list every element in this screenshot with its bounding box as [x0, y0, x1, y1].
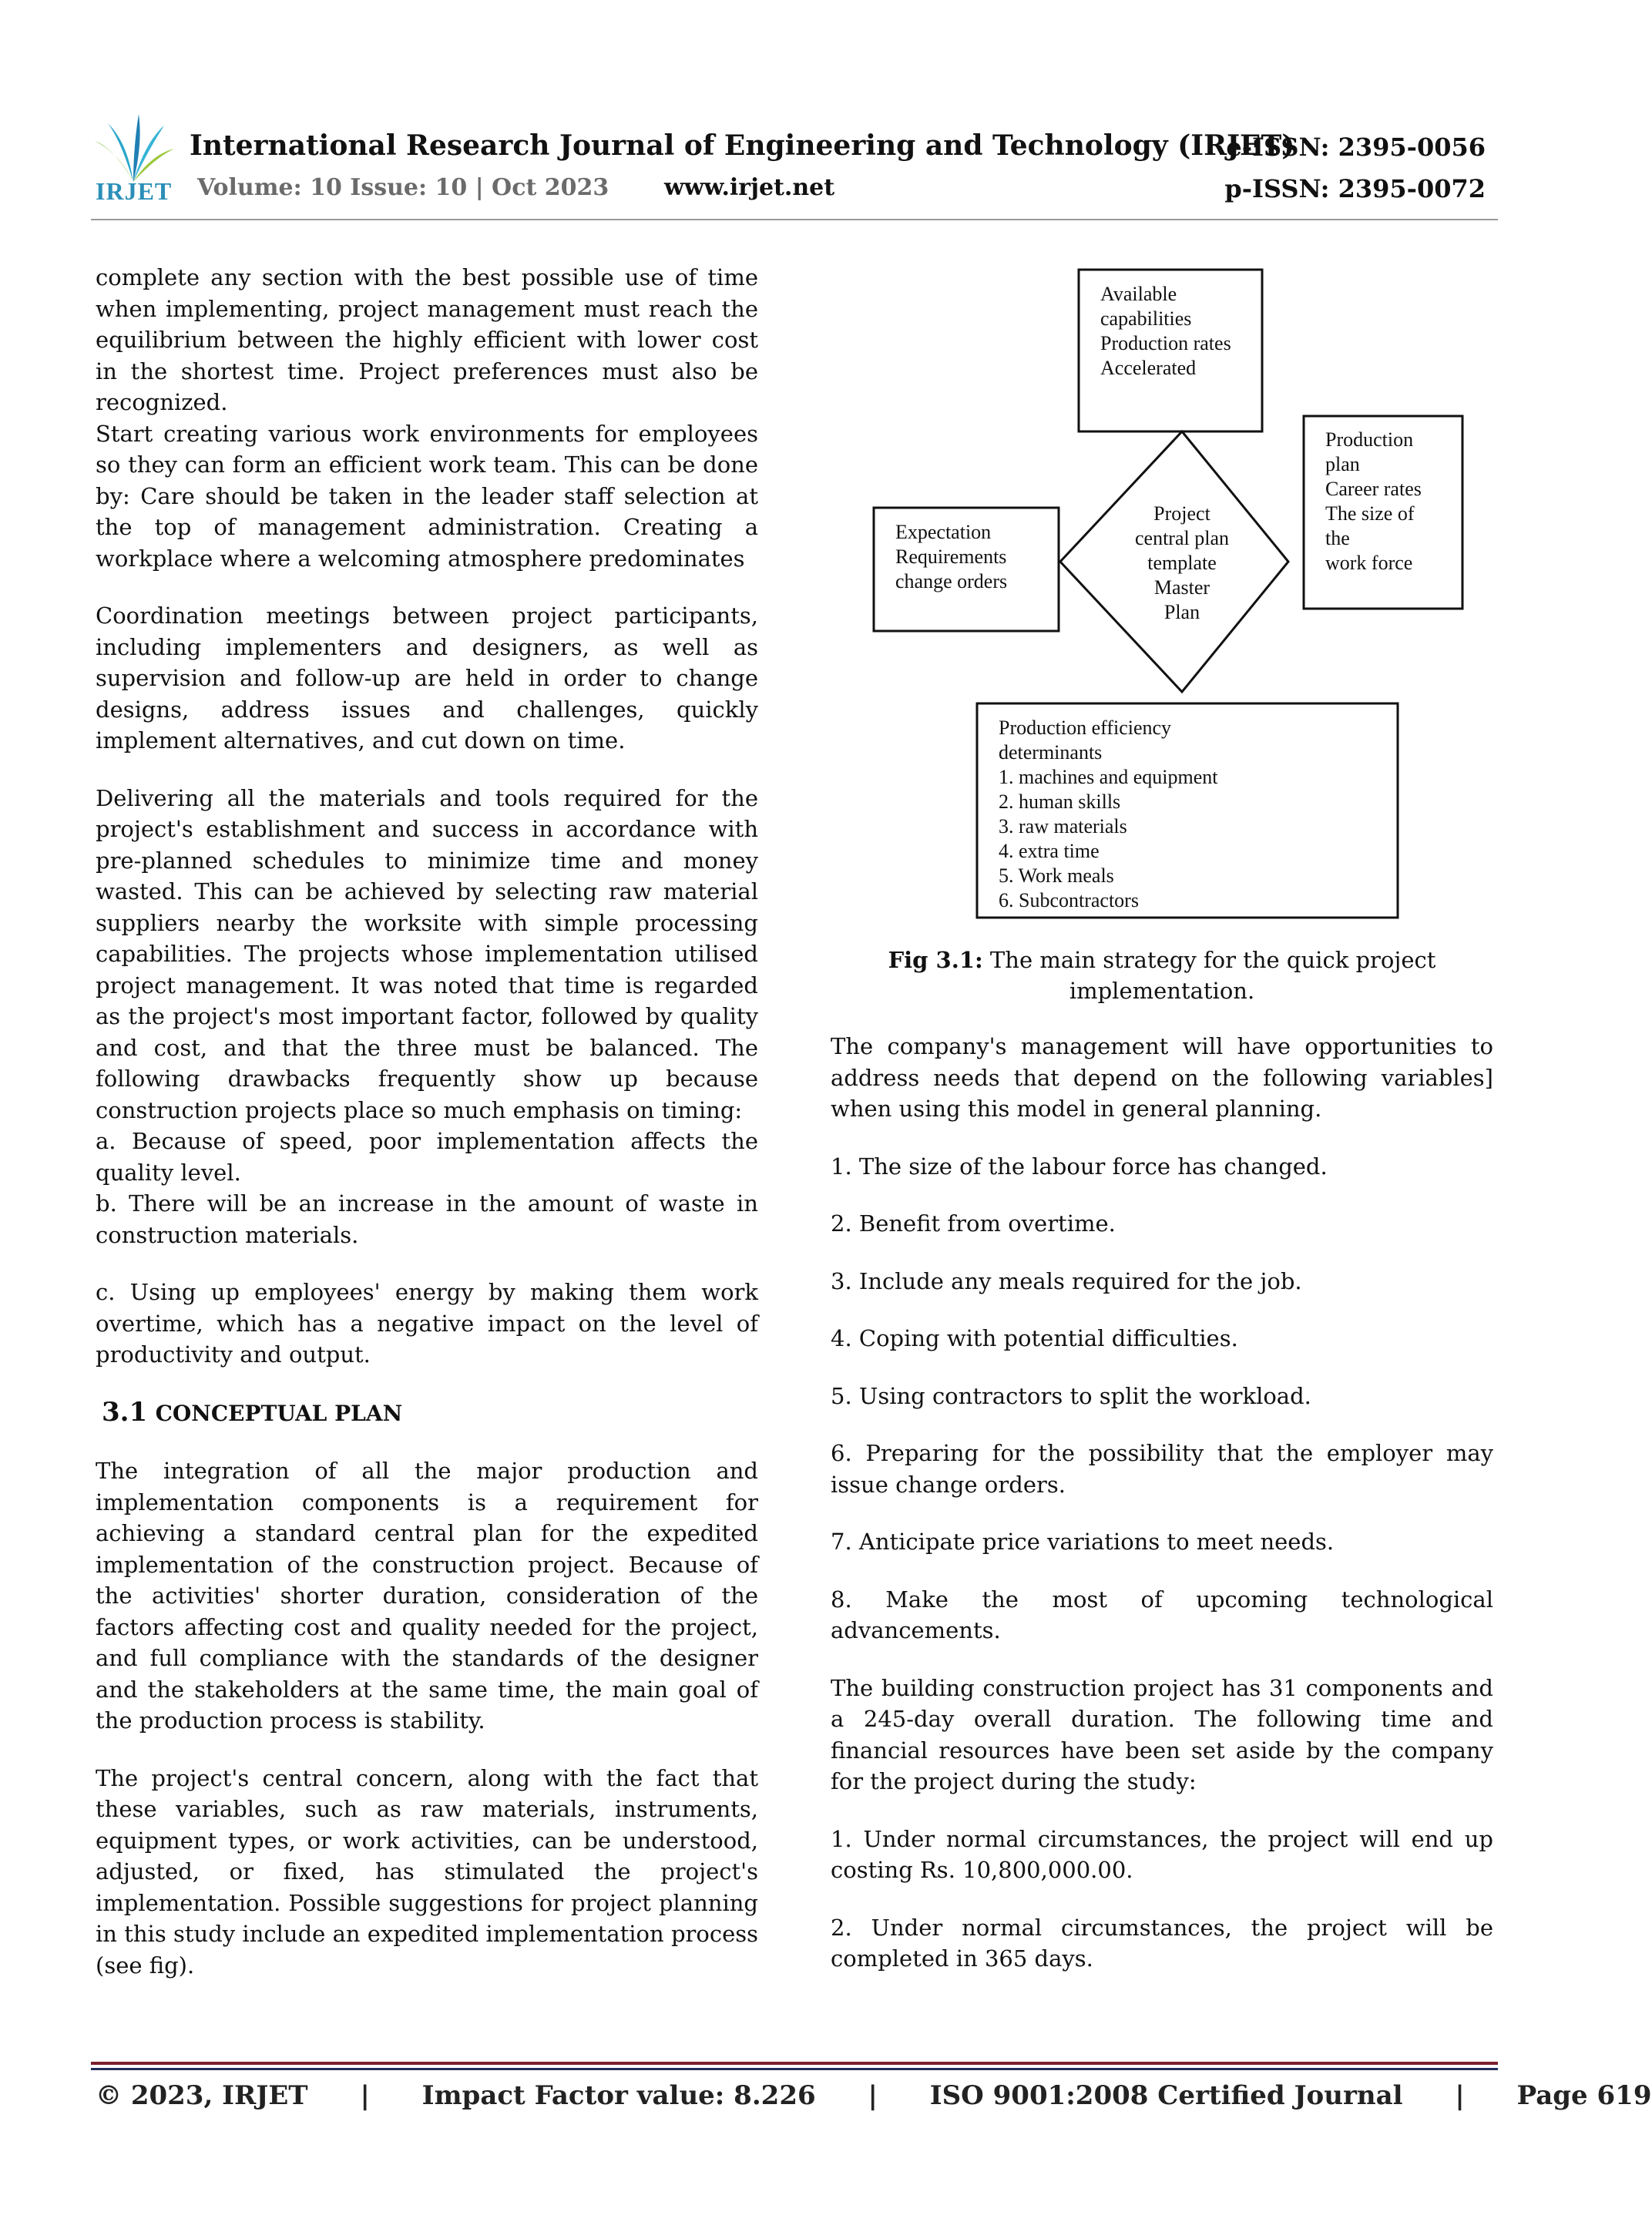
- footer-separator: |: [868, 2080, 878, 2111]
- bottom-box-line: 6. Subcontractors: [999, 889, 1139, 911]
- list-item: 3. Include any meals required for the job.: [831, 1267, 1302, 1294]
- logo-text: IRJET: [96, 177, 173, 205]
- footer-divider: [91, 2068, 1498, 2070]
- list-item: 8. Make the most of upcoming technological advancements.: [831, 1586, 1493, 1643]
- bottom-box-line: Production efficiency: [999, 717, 1172, 739]
- footer-copyright: © 2023, IRJET: [96, 2080, 308, 2111]
- paragraph: Start creating various work environments for employees so they can form an efficient work team. This can be done by: Care should be taken in the leader staff selection at the top of management administration. Creating a workplace where a welcoming atmosphere predominates: [96, 420, 758, 572]
- bottom-box-line: 3. raw materials: [999, 815, 1127, 837]
- top-box-line: Available: [1100, 283, 1177, 305]
- bottom-box-line: 2. human skills: [999, 790, 1121, 813]
- list-item: 5. Using contractors to split the workload.: [831, 1382, 1311, 1409]
- right-box-line: Career rates: [1325, 478, 1422, 500]
- paragraph: The building construction project has 31 components and a 245-day overall duration. The following time and financial resources have been set aside by the company for the project during the study:: [831, 1674, 1493, 1794]
- caption-label: Fig 3.1:: [888, 947, 983, 973]
- footer-impact-factor: Impact Factor value: 8.226: [421, 2080, 816, 2111]
- footer-separator: |: [1455, 2080, 1465, 2111]
- journal-website[interactable]: www.irjet.net: [664, 174, 835, 201]
- page-footer: [96, 2080, 1652, 2111]
- header-divider: [91, 219, 1498, 220]
- bottom-box-line: determinants: [999, 741, 1103, 764]
- bottom-box-line: 1. machines and equipment: [999, 766, 1218, 788]
- volume-issue: Volume: 10 Issue: 10 | Oct 2023: [197, 174, 609, 201]
- list-item: 4. Coping with potential difficulties.: [831, 1325, 1238, 1351]
- top-box-line: Production rates: [1100, 332, 1231, 354]
- paragraph: a. Because of speed, poor implementation affects the quality level.: [96, 1128, 758, 1186]
- paragraph: b. There will be an increase in the amount of waste in construction materials.: [96, 1190, 758, 1248]
- paragraph: complete any section with the best possible use of time when implementing, project management must reach the equilibrium between the highly efficient with lower cost in the shortest time. Project preferences must also be recognized.: [96, 264, 758, 415]
- footer-page-number: Page 619: [1516, 2080, 1652, 2111]
- section-title: CONCEPTUAL PLAN: [155, 1400, 403, 1426]
- diamond-line: central plan: [1135, 527, 1229, 549]
- section-number: 3.1: [102, 1396, 148, 1428]
- bottom-box-line: 5. Work meals: [999, 864, 1114, 887]
- footer-separator: |: [360, 2080, 370, 2111]
- left-box-line: Requirements: [895, 545, 1007, 568]
- paragraph: Coordination meetings between project participants, including implementers and designers, as well as supervision and follow-up are held in order to change designs, address issues and challenges, quickly implement alternatives, and cut down on time.: [96, 602, 758, 754]
- right-column: [831, 1031, 1493, 1975]
- top-box-line: Accelerated: [1100, 357, 1197, 379]
- section-heading: [102, 1397, 758, 1430]
- paragraph: Delivering all the materials and tools required for the project's establishment and success in accordance with pre-planned schedules to minimize time and money wasted. This can be achieved by selecting raw material suppliers nearby the worksite with simple processing capabilities. The projects whose implementation utilised project management. It was noted that time is regarded as the project's most important factor, followed by quality and cost, and that the three must be balanced. The following drawbacks frequently show up because construction projects place so much emphasis on timing:: [96, 784, 758, 1123]
- list-item: 6. Preparing for the possibility that the employer may issue change orders.: [831, 1440, 1493, 1498]
- paragraph: The integration of all the major production and implementation components is a requirement for achieving a standard central plan for the expedited implementation of the construction project. Because of the activities' shorter duration, consideration of the factors affecting cost and quality needed for the project, and full compliance with the standards of the designer and the stakeholders at the same time, the main goal of the production process is stability.: [96, 1458, 758, 1734]
- logo-leaves-icon: [91, 114, 176, 183]
- right-box-line: the: [1325, 527, 1350, 549]
- right-box-line: work force: [1325, 552, 1413, 574]
- paragraph: The project's central concern, along with the fact that these variables, such as raw materials, instruments, equipment types, or work activities, can be understood, adjusted, or fixed, has stimulated the project's implementation. Possible suggestions for project planning in this study include an expedited implementation process (see fig).: [96, 1764, 758, 1979]
- p-issn: p-ISSN: 2395-0072: [1224, 174, 1486, 203]
- paragraph: 1. Under normal circumstances, the project will end up costing Rs. 10,800,000.00.: [831, 1825, 1493, 1883]
- diamond-line: Plan: [1163, 601, 1200, 623]
- left-box-line: change orders: [895, 570, 1008, 592]
- caption-text: The main strategy for the quick project implementation.: [989, 947, 1436, 1004]
- paragraph: c. Using up employees' energy by making them work overtime, which has a negative impact on the level of productivity and output.: [96, 1279, 758, 1368]
- footer-divider: [91, 2062, 1498, 2065]
- diamond-line: template: [1147, 552, 1217, 574]
- journal-title: International Research Journal of Engineering and Technology (IRJET): [190, 129, 1295, 162]
- footer-iso: ISO 9001:2008 Certified Journal: [929, 2080, 1403, 2111]
- figure-caption: [831, 945, 1493, 1006]
- strategy-diagram: [869, 266, 1501, 928]
- left-column: [96, 262, 758, 1981]
- diamond-line: Project: [1153, 502, 1210, 525]
- paragraph: 2. Under normal circumstances, the project will be completed in 365 days.: [831, 1914, 1493, 1972]
- right-box-line: plan: [1325, 453, 1360, 475]
- left-box-line: Expectation: [895, 521, 992, 543]
- paragraph: The company's management will have opportunities to address needs that depend on the following variables] when using this model in general planning.: [831, 1033, 1493, 1122]
- list-item: 1. The size of the labour force has changed.: [831, 1153, 1328, 1180]
- right-box-line: Production: [1325, 428, 1414, 451]
- diagram-svg: [869, 266, 1501, 928]
- top-box-line: capabilities: [1100, 307, 1192, 330]
- list-item: 2. Benefit from overtime.: [831, 1210, 1116, 1237]
- diamond-line: Master: [1153, 576, 1210, 599]
- bottom-box-line: 4. extra time: [999, 840, 1100, 862]
- e-issn: e-ISSN: 2395-0056: [1226, 133, 1486, 162]
- right-box-line: The size of: [1325, 502, 1415, 525]
- list-item: 7. Anticipate price variations to meet needs.: [831, 1529, 1335, 1555]
